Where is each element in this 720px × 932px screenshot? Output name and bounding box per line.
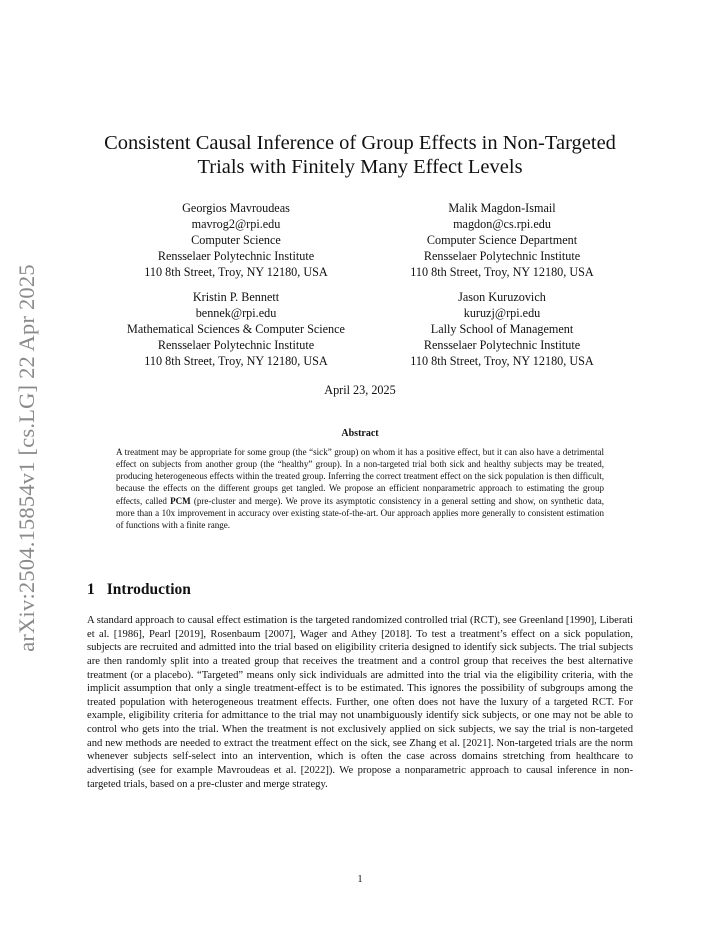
author-block (366, 289, 638, 369)
author-email: kuruzj@rpi.edu (463, 306, 541, 321)
abstract-text-part: A treatment may be appropriate for some group (the “sick” group) on whom it has a positive effect, but it can also have a detrimental effect on subjects from another group (the “healthy” group). In a non-targeted trial both sick and healthy subjects may be treated, producing heterogeneous effects within the treated group. Inferring the correct treatment effect on the sick population is then difficult, because the effects on the different groups get tangled. We propose an efficient nonparametric approach to estimating the group effects, called (116, 447, 604, 506)
section-number: 1 (87, 581, 95, 598)
abstract-text-part: (pre-cluster and merge). We prove its asymptotic consistency in a general setting and show, on synthetic data, more than a 10x improvement in accuracy over existing state-of-the-art. Our approach applies more generally to consistent estimation of functions with a finite range. (116, 495, 604, 530)
author-address: 110 8th Street, Troy, NY 12180, USA (144, 265, 328, 280)
author-block (100, 200, 372, 280)
author-name: Georgios Mavroudeas (182, 201, 290, 215)
abstract-heading: Abstract (341, 428, 379, 439)
author-institution: Rensselaer Polytechnic Institute (423, 249, 581, 264)
paper-title: Consistent Causal Inference of Group Effects in Non-Targeted Trials with Finitely Many Effect Levels (104, 132, 616, 178)
author-email: bennek@rpi.edu (195, 306, 277, 321)
author-block (100, 289, 372, 369)
author-department: Computer Science Department (426, 233, 578, 248)
arxiv-identifier-text: arXiv:2504.15854v1 [cs.LG] 22 Apr 2025 (14, 264, 39, 652)
author-institution: Rensselaer Polytechnic Institute (157, 249, 315, 264)
author-department: Mathematical Sciences & Computer Science (127, 322, 345, 337)
author-department: Lally School of Management (430, 322, 574, 337)
arxiv-identifier-stamp (8, 248, 46, 668)
author-department: Computer Science (191, 233, 281, 248)
author-name: Kristin P. Bennett (192, 290, 280, 304)
author-address: 110 8th Street, Troy, NY 12180, USA (144, 354, 328, 369)
page-number: 1 (357, 874, 363, 885)
intro-paragraph: A standard approach to causal effect estimation is the targeted randomized controlled trial (RCT), see Greenland [1990], Liberati et al. [1986], Pearl [2019], Rosenbaum [2007], Wager and Athey [2018]. To test a treatment’s effect on a sick population, subjects are recruited and admitted into the trial based on eligibility criteria designed to identify sick subjects. The trial subjects are then randomly split into a treated group that receives the treatment and a control group that receives the best alternative treatment (or a placebo). “Targeted” means only sick individuals are admitted into the trial via the eligibility criteria, with the implicit assumption that only a single treatment-effect is to be estimated. This ignores the possibility of subgroups among the treated population with heterogeneous treatment effects. Further, one often does not have the luxury of a targeted RCT. For example, eligibility criteria for admittance to the trial may not unambiguously identify sick subjects, or one may not be able to control who gets into the trial. When the treatment is not exclusively applied on sick subjects, we say the trial is non-targeted and new methods are needed to extract the treatment effect on the sick, see Zhang et al. [2021]. Non-targeted trials are the norm whenever subjects self-select into an intervention, which is often the case across domains stretching from healthcare to advertising (see for example Mavroudeas et al. [2022]). We propose a nonparametric approach to causal inference in non-targeted trials, based on a pre-cluster and merge strategy. (87, 615, 633, 790)
author-email: mavrog2@rpi.edu (191, 217, 281, 232)
section-title: Introduction (106, 581, 191, 598)
author-address: 110 8th Street, Troy, NY 12180, USA (410, 265, 594, 280)
abstract-bold-term: PCM (170, 495, 191, 506)
author-name: Jason Kuruzovich (458, 290, 546, 304)
author-email: magdon@cs.rpi.edu (453, 217, 551, 232)
author-name: Malik Magdon-Ismail (448, 201, 556, 215)
author-block (366, 200, 638, 280)
abstract-text (116, 446, 604, 531)
author-institution: Rensselaer Polytechnic Institute (423, 338, 581, 353)
author-institution: Rensselaer Polytechnic Institute (157, 338, 315, 353)
author-address: 110 8th Street, Troy, NY 12180, USA (410, 354, 594, 369)
section-heading (87, 581, 191, 599)
publication-date: April 23, 2025 (324, 383, 396, 397)
